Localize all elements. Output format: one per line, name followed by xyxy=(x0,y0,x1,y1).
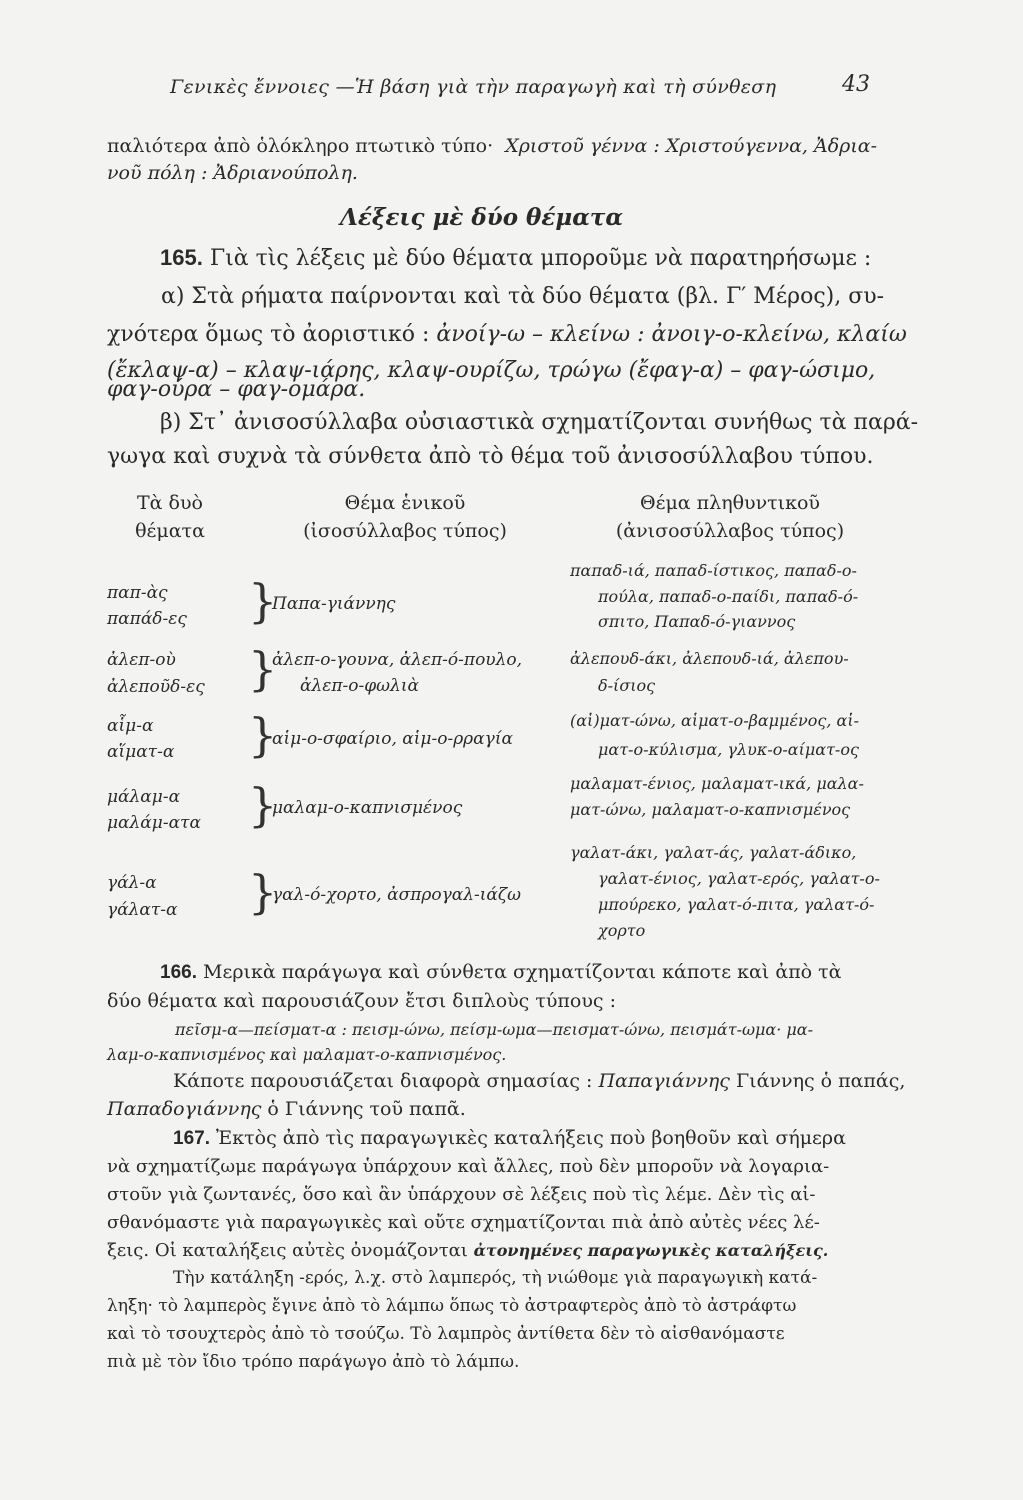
paragraph-number: 165. xyxy=(160,245,203,270)
row3-plural-2: ματ-ο-κύλισμα, γλυκ-ο-αίματ-ος xyxy=(598,740,859,759)
p166-line-2: δύο θέματα καὶ παρουσιάζουν ἔτσι διπλοὺς τύπους : xyxy=(107,990,616,1012)
row1-stem-1: παπ-ὰς xyxy=(107,583,168,603)
p165-line-1: 165. Γιὰ τὶς λέξεις μὲ δύο θέματα μποροῦμε νὰ παρατηρήσωμε : xyxy=(160,245,872,271)
p166-line-6: Παπαδογιάννης ὁ Γιάννης τοῦ παπᾶ. xyxy=(107,1098,466,1120)
p165-line-7: γωγα καὶ συχνὰ τὰ σύνθετα ἀπὸ τὸ θέμα τοῦ ἀνισοσύλλαβου τύπου. xyxy=(107,444,874,469)
intro-line-2: νοῦ πόλη : Ἀδριανούπολη. xyxy=(107,162,358,184)
col1-header-line-2: θέματα xyxy=(135,520,205,542)
row5-plural-1: γαλατ-άκι, γαλατ-άς, γαλατ-άδικο, xyxy=(570,843,857,862)
row2-singular-1: ἀλεπ-ο-γουνα, ἀλεπ-ό-πουλο, xyxy=(272,650,523,670)
row4-stem-1: μάλαμ-α xyxy=(107,787,181,807)
row3-stem-1: αἷμ-α xyxy=(107,716,154,736)
row2-singular-2: ἀλεπ-ο-φωλιὰ xyxy=(300,676,419,696)
paragraph-number: 167. xyxy=(173,1128,210,1149)
row5-plural-3: μπούρεκο, γαλατ-ό-πιτα, γαλατ-ό- xyxy=(598,895,875,914)
row4-plural-2: ματ-ώνω, μαλαματ-ο-καπνισμένος xyxy=(570,800,851,819)
row4-plural-1: μαλαματ-ένιος, μαλαματ-ικά, μαλα- xyxy=(570,774,864,793)
paragraph-number: 166. xyxy=(160,962,197,983)
p165-line-3: χνότερα ὅμως τὸ ἀοριστικό : ἀνοίγ-ω – κλείνω : ἀνοιγ-ο-κλείνω, κλαίω xyxy=(107,322,907,347)
p166-line-5: Κάποτε παρουσιάζεται διαφορὰ σημασίας : Παπαγιάννης Γιάννης ὁ παπάς, xyxy=(173,1070,906,1092)
p167-line-7: ληξη· τὸ λαμπερὸς ἔγινε ἀπὸ τὸ λάμπω ὅπως τὸ ἀστραφτερὸς ἀπὸ τὸ ἀστράφτω xyxy=(107,1296,797,1316)
p166-line-4: λαμ-ο-καπνισμένος καὶ μαλαματ-ο-καπνισμένος. xyxy=(107,1045,507,1064)
row2-plural-2: δ-ίσιος xyxy=(598,676,656,695)
row3-stem-2: αἵματ-α xyxy=(107,742,175,762)
p165-line-4: (ἔκλαψ-α) – κλαψ-ιάρης, κλαψ-ουρίζω, τρώγω (ἔφαγ-α) – φαγ-ώσιμο, xyxy=(107,358,876,383)
p167-line-5: ξεις. Οἱ καταλήξεις αὐτὲς ὀνομάζονται ἀτονημένες παραγωγικὲς καταλήξεις. xyxy=(107,1240,829,1261)
row2-plural-1: ἀλεπουδ-άκι, ἀλεπουδ-ιά, ἀλεπου- xyxy=(570,649,849,668)
p167-line-3: στοῦν γιὰ ζωντανές, ὅσο καὶ ἂν ὑπάρχουν σὲ λέξεις ποὺ τὶς λέμε. Δὲν τὶς αἰ- xyxy=(107,1184,816,1205)
col1-header-line-1: Τὰ δυὸ xyxy=(137,492,203,514)
row1-plural-2: πούλα, παπαδ-ο-παίδι, παπαδ-ό- xyxy=(598,587,859,606)
row1-plural-3: σπιτο, Παπαδ-ό-γιαννος xyxy=(598,612,796,631)
row5-singular: γαλ-ό-χορτο, ἀσπρογαλ-ιάζω xyxy=(272,885,521,905)
row5-stem-2: γάλατ-α xyxy=(107,900,178,920)
row5-plural-4: χορτο xyxy=(598,921,646,940)
p167-line-9: πιὰ μὲ τὸν ἴδιο τρόπο παράγωγο ἀπὸ τὸ λάμπω. xyxy=(107,1352,520,1372)
row1-plural-1: παπαδ-ιά, παπαδ-ίστικος, παπαδ-ο- xyxy=(570,561,857,580)
row3-plural-1: (αἱ)ματ-ώνω, αἱματ-ο-βαμμένος, αἱ- xyxy=(570,711,860,730)
row2-brace: } xyxy=(248,642,278,696)
col3-header-line-1: Θέμα πληθυντικοῦ xyxy=(640,492,820,514)
col2-header-line-1: Θέμα ἑνικοῦ xyxy=(344,492,466,514)
row3-singular: αἱμ-ο-σφαίριο, αἱμ-ο-ρραγία xyxy=(272,729,513,749)
section-title: Λέξεις μὲ δύο θέματα xyxy=(340,204,624,231)
p166-line-3: πεῖσμ-α—πείσματ-α : πεισμ-ώνω, πείσμ-ωμα—πεισματ-ώνω, πεισμάτ-ωμα· μα- xyxy=(175,1020,814,1039)
row5-brace: } xyxy=(248,865,278,919)
col2-header-line-2: (ἰσοσύλλαβος τύπος) xyxy=(303,520,507,542)
row5-stem-1: γάλ-α xyxy=(107,873,157,893)
p165-line-2: α) Στὰ ρήματα παίρνονται καὶ τὰ δύο θέματα (βλ. Γ′ Μέρος), συ- xyxy=(161,284,885,309)
row1-stem-2: παπάδ-ες xyxy=(107,609,187,629)
p165-line-5: φαγ-ούρα – φαγ-ομάρα. xyxy=(107,377,366,402)
page-number: 43 xyxy=(842,72,870,97)
p167-line-2: νὰ σχηματίζωμε παράγωγα ὑπάρχουν καὶ ἄλλες, ποὺ δὲν μποροῦν νὰ λογαρια- xyxy=(107,1156,830,1177)
p167-line-8: καὶ τὸ τσουχτερὸς ἀπὸ τὸ τσούζω. Τὸ λαμπρὸς ἀντίθετα δὲν τὸ αἰσθανόμαστε xyxy=(107,1324,785,1344)
row1-brace: } xyxy=(248,574,278,628)
p167-line-6: Τὴν κατάληξη -ερός, λ.χ. στὸ λαμπερός, τὴ νιώθομε γιὰ παραγωγικὴ κατά- xyxy=(173,1268,818,1288)
row4-brace: } xyxy=(248,778,278,832)
row3-brace: } xyxy=(248,708,278,762)
p167-line-4: σθανόμαστε γιὰ παραγωγικὲς καὶ οὔτε σχηματίζονται πιὰ ἀπὸ αὐτὲς νέες λέ- xyxy=(107,1212,820,1233)
row5-plural-2: γαλατ-ένιος, γαλατ-ερός, γαλατ-ο- xyxy=(598,869,880,888)
p167-line-1: 167. Ἐκτὸς ἀπὸ τὶς παραγωγικὲς καταλήξεις ποὺ βοηθοῦν καὶ σήμερα xyxy=(173,1127,846,1149)
p165-line-6: β) Στ᾽ ἀνισοσύλλαβα οὐσιαστικὰ σχηματίζονται συνήθως τὰ παρά- xyxy=(160,410,919,435)
row1-singular: Παπα-γιάννης xyxy=(272,594,396,614)
p166-line-1: 166. Μερικὰ παράγωγα καὶ σύνθετα σχηματίζονται κάποτε καὶ ἀπὸ τὰ xyxy=(160,961,842,983)
row2-stem-2: ἀλεποῦδ-ες xyxy=(107,677,205,697)
col3-header-line-2: (ἀνισοσύλλαβος τύπος) xyxy=(615,520,845,542)
row4-stem-2: μαλάμ-ατα xyxy=(107,813,201,833)
intro-line-1: παλιότερα ἀπὸ ὁλόκληρο πτωτικὸ τύπο· Χριστοῦ γέννα : Χριστούγεννα, Ἀδρια- xyxy=(107,135,878,157)
row4-singular: μαλαμ-ο-καπνισμένος xyxy=(272,798,463,818)
running-title: Γενικὲς ἔννοιες —Ἡ βάση γιὰ τὴν παραγωγὴ καὶ τὴ σύνθεση xyxy=(170,76,777,98)
row2-stem-1: ἀλεπ-οὺ xyxy=(107,650,176,670)
